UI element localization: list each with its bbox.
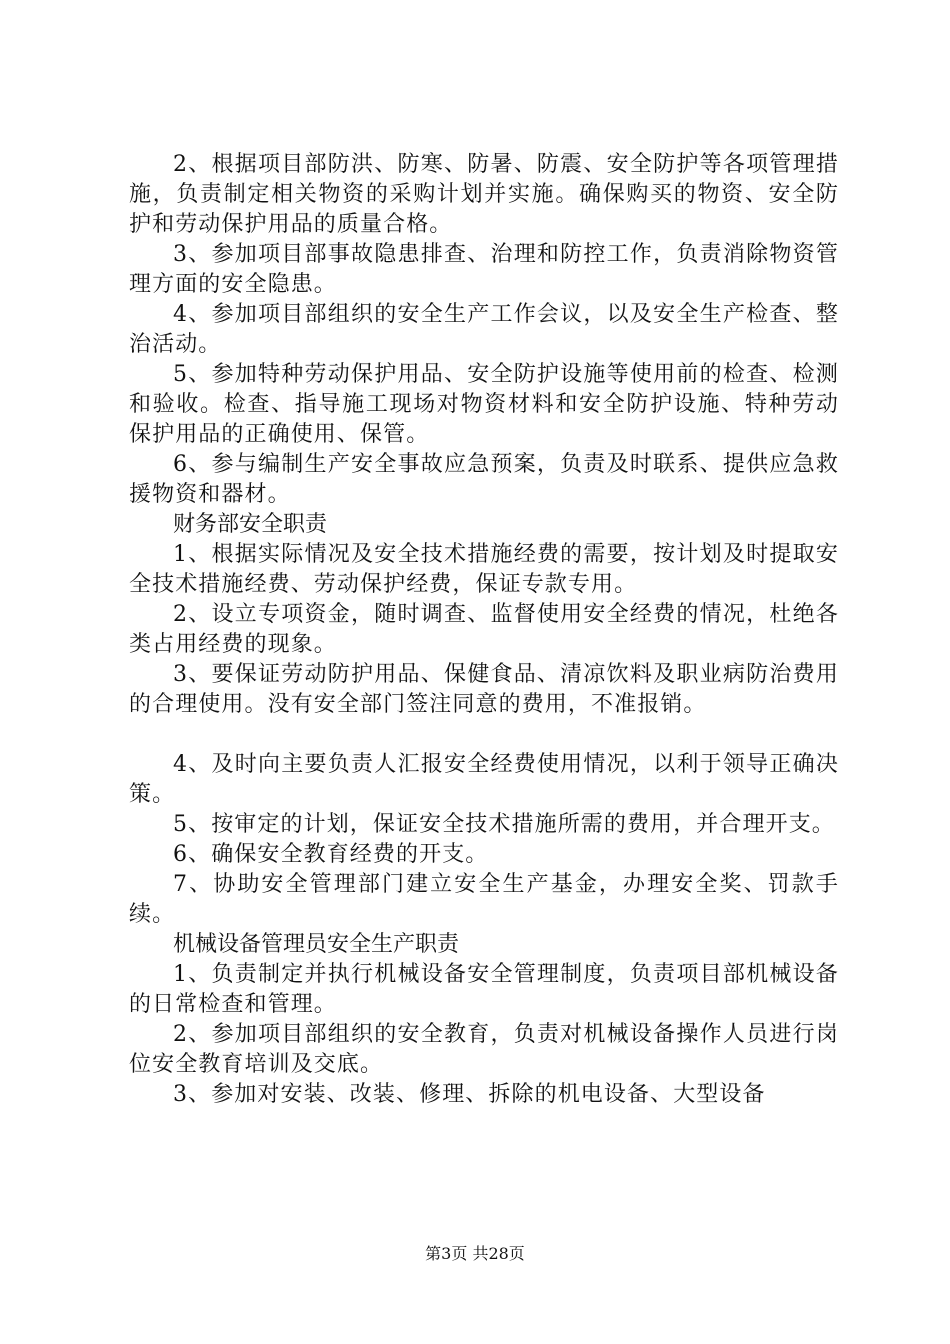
paragraph-finance-7: 7、协助安全管理部门建立安全生产基金，办理安全奖、罚款手续。 (129, 872, 839, 927)
paragraph-finance-4: 4、及时向主要负责人汇报安全经费使用情况，以利于领导正确决策。 (129, 752, 839, 807)
paragraph-materials-6: 6、参与编制生产安全事故应急预案，负责及时联系、提供应急救援物资和器材。 (129, 452, 839, 507)
paragraph-materials-5: 5、参加特种劳动保护用品、安全防护设施等使用前的检查、检测和验收。检查、指导施工现场对物资材料和安全防护设施、特种劳动保护用品的正确使用、保管。 (129, 362, 839, 447)
paragraph-finance-2: 2、设立专项资金，随时调查、监督使用安全经费的情况，杜绝各类占用经费的现象。 (129, 602, 839, 657)
paragraph-finance-1: 1、根据实际情况及安全技术措施经费的需要，按计划及时提取安全技术措施经费、劳动保护经费，保证专款专用。 (129, 542, 839, 597)
paragraph-machinery-3: 3、参加对安装、改装、修理、拆除的机电设备、大型设备 (173, 1082, 766, 1107)
paragraph-materials-3: 3、参加项目部事故隐患排查、治理和防控工作，负责消除物资管理方面的安全隐患。 (129, 242, 839, 297)
paragraph-finance-3: 3、要保证劳动防护用品、保健食品、清凉饮料及职业病防治费用的合理使用。没有安全部门签注同意的费用，不准报销。 (129, 662, 839, 717)
paragraph-machinery-2: 2、参加项目部组织的安全教育，负责对机械设备操作人员进行岗位安全教育培训及交底。 (129, 1022, 839, 1077)
paragraph-finance-5: 5、按审定的计划，保证安全技术措施所需的费用，并合理开支。 (173, 812, 835, 837)
page-number-footer: 第3页 共28页 (425, 1244, 525, 1263)
paragraph-machinery-1: 1、负责制定并执行机械设备安全管理制度，负责项目部机械设备的日常检查和管理。 (129, 962, 839, 1017)
paragraph-materials-2: 2、根据项目部防洪、防寒、防暑、防震、安全防护等各项管理措施，负责制定相关物资的采购计划并实施。确保购买的物资、安全防护和劳动保护用品的质量合格。 (129, 152, 839, 237)
section-heading-machinery: 机械设备管理员安全生产职责 (173, 932, 460, 957)
document-body (129, 150, 839, 1110)
paragraph-finance-6: 6、确保安全教育经费的开支。 (173, 842, 489, 867)
section-heading-finance: 财务部安全职责 (173, 512, 328, 537)
paragraph-materials-4: 4、参加项目部组织的安全生产工作会议，以及安全生产检查、整治活动。 (129, 302, 839, 357)
